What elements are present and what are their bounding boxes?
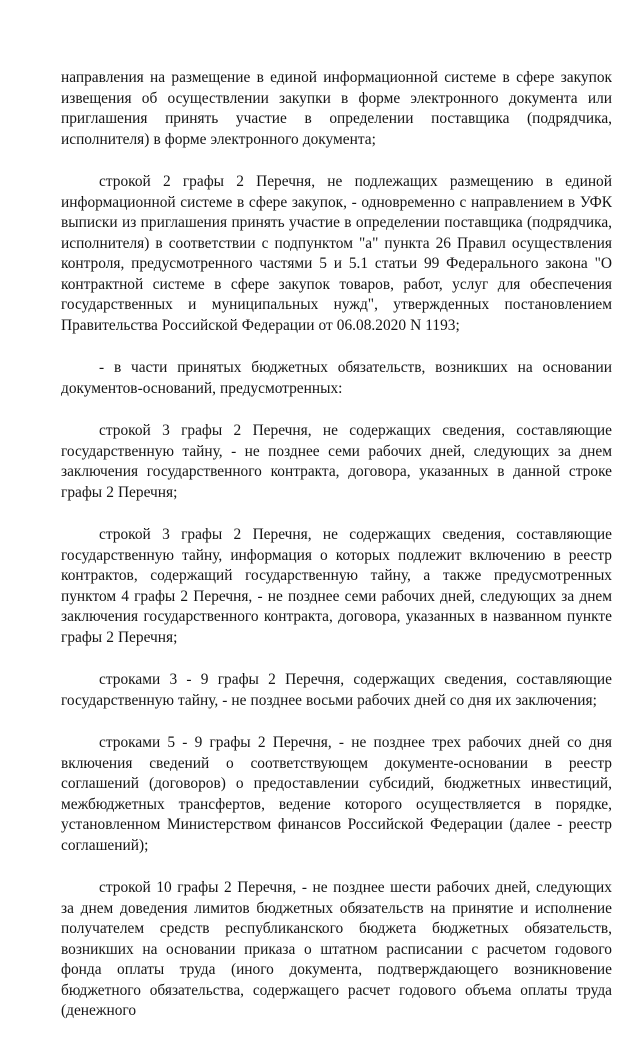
paragraph-line-10: строкой 10 графы 2 Перечня, - не позднее шести рабочих дней, следующих за днем доведения лимитов бюджетных обязательств на принятие и исполнение получателем средств республиканского бюджета бюджетных обязательств, возникших на основании приказа о штатном расписании с расчетом годового фонда оплаты труда (иного документа, подтверждающего возникновение бюджетного обязательства, содержащего расчет годового объема оплаты труда (денежного (61, 879, 612, 1019)
paragraph-line-2: строкой 2 графы 2 Перечня, не подлежащих размещению в единой информационной системе в сфере закупок, - одновременно с направлением в УФК выписки из приглашения принять участие в определении поставщика (подрядчика, исполнителя) в соответствии с подпунктом "а" пункта 26 Правил осуществления контроля, предусмотренного частями 5 и 5.1 статьи 99 Федерального закона "О контрактной системе в сфере закупок товаров, работ, услуг для обеспечения государственных и муниципальных нужд", утвержденных постановлением Правительства Российской Федерации от 06.08.2020 N 1193; (61, 173, 612, 334)
document-body (61, 68, 612, 1044)
paragraph-continuation: направления на размещение в единой информационной системе в сфере закупок извещения об осуществлении закупки в форме электронного документа или приглашения принять участие в определении поставщика (подрядчика, исполнителя) в форме электронного документа; (61, 69, 612, 148)
paragraph-line-3-b: строкой 3 графы 2 Перечня, не содержащих сведения, составляющие государственную тайну, информация о которых подлежит включению в реестр контрактов, содержащий государственную тайну, а также предусмотренных пунктом 4 графы 2 Перечня, - не позднее семи рабочих дней, следующих за днем заключения государственного контракта, договора, указанных в названном пункте графы 2 Перечня; (61, 526, 612, 646)
paragraph-lines-3-9: строками 3 - 9 графы 2 Перечня, содержащих сведения, составляющие государственную тайну, - не позднее восьми рабочих дней со дня их заключения; (61, 671, 612, 709)
paragraph-line-3-a: строкой 3 графы 2 Перечня, не содержащих сведения, составляющие государственную тайну, - не позднее семи рабочих дней, следующих за днем заключения государственного контракта, договора, указанных в данной строке графы 2 Перечня; (61, 422, 612, 501)
paragraph-lines-5-9: строками 5 - 9 графы 2 Перечня, - не позднее трех рабочих дней со дня включения сведений о соответствующем документе-основании в реестр соглашений (договоров) о предоставлении субсидий, бюджетных инвестиций, межбюджетных трансфертов, ведение которого осуществляется в порядке, установленном Министерством финансов Российской Федерации (далее - реестр соглашений); (61, 734, 612, 854)
paragraph-obligations-intro: - в части принятых бюджетных обязательств, возникших на основании документов-оснований, предусмотренных: (61, 359, 612, 397)
